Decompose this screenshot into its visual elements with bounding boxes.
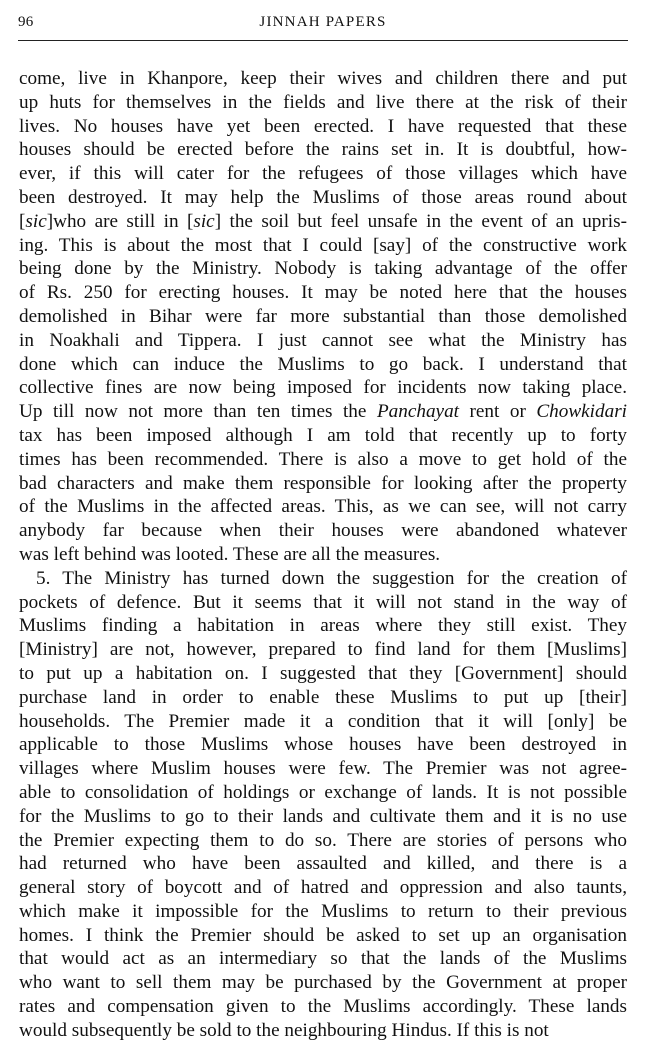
italic-term: sic [193, 210, 215, 232]
text-line: bad characters and make them responsible for looking after the property [19, 472, 627, 494]
text-line: households. The Premier made it a condition that it will [only] be [19, 710, 627, 732]
text-line: homes. I think the Premier should be asked to set up an organisation [19, 924, 627, 946]
paragraph-1 [19, 67, 627, 567]
text-line: ever, if this will cater for the refugees of those villages which have [19, 163, 627, 185]
text-line: anybody far because when their houses were abandoned whatever [19, 520, 627, 542]
text-line: demolished in Bihar were far more substantial than those demolished [19, 305, 627, 327]
text-line: pockets of defence. But it seems that it will not stand in the way of [19, 591, 627, 613]
text-line: had returned who have been assaulted and killed, and there is a [19, 853, 627, 875]
text-line: times has been recommended. There is also a move to get hold of the [19, 448, 627, 470]
text-line: Up till now not more than ten times the Panchayat rent or Chowkidari [19, 401, 627, 423]
text-line: collective fines are now being imposed for incidents now taking place. [19, 377, 627, 399]
text-line: rates and compensation given to the Muslims accordingly. These lands [19, 996, 627, 1018]
text-line: applicable to those Muslims whose houses have been destroyed in [19, 734, 627, 756]
text-line: [sic]who are still in [sic] the soil but feel unsafe in the event of an upris- [19, 210, 627, 232]
italic-term: Panchayat [376, 401, 459, 423]
text-line: would subsequently be sold to the neighbouring Hindus. If this is not [19, 1019, 549, 1041]
text-line: villages where Muslim houses were few. The Premier was not agree- [19, 758, 627, 780]
text-line: up huts for themselves in the fields and live there at the risk of their [19, 91, 627, 113]
text-line: being done by the Ministry. Nobody is taking advantage of the offer [19, 258, 627, 280]
text-line: of the Muslims in the affected areas. This, as we can see, will not carry [19, 496, 627, 518]
text-line: was left behind was looted. These are all the measures. [19, 543, 441, 565]
text-line: 5. The Ministry has turned down the suggestion for the creation of [36, 567, 627, 589]
italic-term: Chowkidari [536, 401, 627, 423]
text-line: in Noakhali and Tippera. I just cannot see what the Ministry has [19, 329, 627, 351]
text-line: lives. No houses have yet been erected. I have requested that these [19, 115, 627, 137]
text-line: come, live in Khanpore, keep their wives and children there and put [19, 68, 627, 89]
running-head: JINNAH PAPERS [259, 14, 387, 30]
body-text [19, 67, 627, 1043]
text-line: purchase land in order to enable these Muslims to put up [their] [19, 686, 627, 708]
text-line: who want to sell them may be purchased by the Government at proper [19, 972, 627, 994]
text-line: able to consolidation of holdings or exchange of lands. It is not possible [19, 781, 627, 803]
text-line: that would act as an intermediary so that the lands of the Muslims [19, 948, 627, 970]
italic-term: sic [25, 210, 47, 232]
text-line: ing. This is about the most that I could [say] of the constructive work [19, 234, 627, 256]
text-line: general story of boycott and of hatred and oppression and also taunts, [19, 877, 627, 899]
paragraph-2 [19, 567, 627, 1043]
text-line: which make it impossible for the Muslims to return to their previous [19, 900, 627, 922]
text-line: the Premier expecting them to do so. There are stories of persons who [19, 829, 627, 851]
text-line: been destroyed. It may help the Muslims of those areas round about [19, 186, 627, 208]
text-line: done which can induce the Muslims to go back. I understand that [19, 353, 627, 375]
text-line: houses should be erected before the rains set in. It is doubtful, how- [19, 139, 627, 161]
page-header [18, 14, 628, 38]
page-number: 96 [18, 14, 34, 30]
text-line: tax has been imposed although I am told that recently up to forty [19, 424, 627, 446]
header-rule [18, 40, 628, 41]
text-line: [Ministry] are not, however, prepared to find land for them [Muslims] [19, 639, 627, 661]
text-line: for the Muslims to go to their lands and cultivate them and it is no use [19, 805, 627, 827]
text-line: of Rs. 250 for erecting houses. It may be noted here that the houses [19, 282, 627, 304]
text-line: to put up a habitation on. I suggested that they [Government] should [19, 662, 627, 684]
text-line: Muslims finding a habitation in areas where they still exist. They [19, 615, 627, 637]
